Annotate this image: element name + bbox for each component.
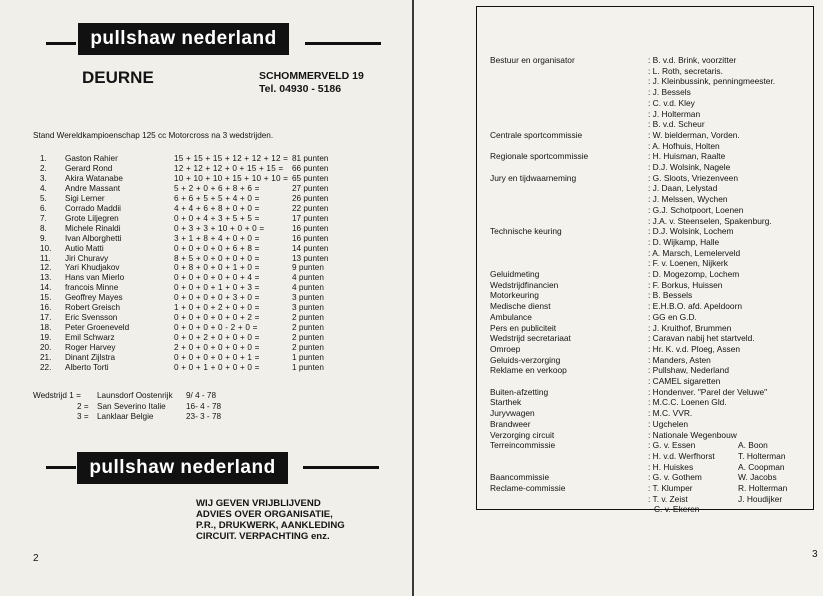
total-points: 4 punten [292,273,324,283]
role-person-extra: A. Coopman [738,461,785,472]
total-points: 16 punten [292,223,329,233]
race-label: 3 = [77,412,89,421]
role-label: Brandweer [490,418,531,429]
race-scores: 12 + 12 + 12 + 0 + 15 + 15 = [174,163,284,173]
rider-rank: 18. [40,323,52,333]
rider-rank: 21. [40,353,52,362]
total-points: 66 punten [292,163,329,173]
rider-name: Sigi Lerner [65,193,105,203]
role-person: : J. Holterman [648,108,701,119]
role-label: Terreincommissie [490,440,556,451]
banner-rule-right [305,42,381,45]
rider-name: Jiri Churavy [65,253,109,263]
role-person: : J. Bessels [648,87,691,98]
rider-name: Gaston Rahier [65,154,118,163]
rider-rank: 4. [40,183,47,193]
role-person: : M.C. VVR. [648,408,693,419]
role-person: : Manders, Asten [648,354,711,365]
rider-rank: 5. [40,193,47,203]
race-scores: 0 + 0 + 0 + 0 + 6 + 8 = [174,243,260,253]
role-person: : D. Wijkamp, Halle [648,236,720,247]
total-points: 17 punten [292,213,329,223]
total-points: 3 punten [292,303,324,313]
total-points: 81 punten [292,154,329,163]
banner-rule-right [303,466,379,469]
role-label: Centrale sportcommissie [490,129,583,140]
race-scores: 0 + 3 + 3 + 10 + 0 + 0 = [174,223,265,233]
role-label: Geluidmeting [490,269,540,279]
total-points: 27 punten [292,183,329,193]
role-person: : Hr. K. v.d. Ploeg, Assen [648,343,741,354]
rider-name: Dinant Zijlstra [65,353,116,362]
rider-rank: 16. [40,303,52,313]
rider-rank: 10. [40,243,52,253]
phone-line: Tel. 04930 - 5186 [259,83,342,95]
banner-rule-left [46,466,76,469]
pullshaw-banner-top [78,23,289,55]
race-place: San Severino Italie [97,401,166,411]
role-person-extra: A. Boon [738,440,768,451]
role-label: Starthek [490,397,522,408]
total-points: 26 punten [292,193,329,203]
role-label: Pers en publiciteit [490,322,557,333]
race-scores: 0 + 8 + 0 + 0 + 1 + 0 = [174,263,260,273]
rider-rank: 3. [40,173,47,183]
banner-text: pullshaw nederland [90,28,277,49]
race-scores: 3 + 1 + 8 + 4 + 0 + 0 = [174,233,260,243]
rider-rank: 8. [40,223,47,233]
rider-name: Akira Watanabe [65,173,123,183]
role-person: : B. v.d. Scheur [648,119,705,130]
role-label: Wedstrijdfinancien [490,279,559,290]
race-date: 16- 4 - 78 [186,401,222,411]
rider-name: Gerard Rond [65,163,113,173]
standings-title: Stand Wereldkampioenschap 125 cc Motorcross na 3 wedstrijden. [33,131,274,140]
race-label: 2 = [77,401,89,411]
rider-rank: 11. [40,253,51,263]
race-scores: 0 + 0 + 2 + 0 + 0 + 0 = [174,333,260,343]
role-label: Ambulance [490,311,532,322]
rider-name: Ivan Alborghetti [65,233,122,243]
role-label: Reklame en verkoop [490,365,567,376]
race-scores: 0 + 0 + 0 + 1 + 0 + 3 = [174,283,260,293]
total-points: 16 punten [292,233,329,243]
role-person: : D.J. Wolsink, Lochem [648,226,734,237]
race-scores: 1 + 0 + 0 + 2 + 0 + 0 = [174,303,260,313]
rider-rank: 22. [40,362,52,372]
rider-name: Grote Liljegren [65,213,119,223]
role-person: : F. v. Loenen, Nijkerk [648,258,728,269]
race-scores: 0 + 0 + 0 + 0 + 0 + 4 = [174,273,260,283]
total-points: 2 punten [292,333,324,343]
ad-line: WIJ GEVEN VRIJBLIJVEND [196,498,321,509]
rider-name: Robert Greisch [65,303,121,313]
page-number: 2 [33,553,39,564]
role-person: : G. Sloots, Vriezenveen [648,172,738,183]
role-person: : H. v.d. Werfhorst [648,450,715,461]
role-person: : Nationale Wegenbouw [648,429,737,440]
role-person: : L. Roth, secretaris. [648,65,723,76]
rider-rank: 14. [40,283,52,293]
role-person: : B. Bessels [648,290,693,301]
role-person: : J.A. v. Steenselen, Spakenburg. [648,215,772,226]
city-name: DEURNE [82,68,154,87]
rider-rank: 6. [40,203,47,213]
role-label: Reclame-commissie [490,483,566,493]
rider-name: Hans van Mierlo [65,273,125,283]
total-points: 3 punten [292,293,324,303]
role-person: : Hondenver. "Parel der Veluwe" [648,386,768,397]
role-person: : H. Huisman, Raalte [648,151,726,162]
role-person: : F. Borkus, Huissen [648,279,723,290]
rider-rank: 1. [40,154,47,163]
role-label: Motorkeuring [490,290,539,301]
race-scores: 0 + 0 + 0 + 0 + 0 + 1 = [174,353,260,362]
role-label: Geluids-verzorging [490,354,561,365]
role-label: Regionale sportcommissie [490,151,589,162]
role-person: : G. v. Gothem [648,472,702,483]
role-person: : J. Melssen, Wychen [648,194,728,205]
role-person: : D. Mogezomp, Lochem [648,269,740,279]
ad-line: ADVIES OVER ORGANISATIE, [196,509,333,520]
total-points: 4 punten [292,283,324,293]
role-person: : B. v.d. Brink, voorzitter [648,55,737,65]
race-scores: 0 + 0 + 0 + 0 - 2 + 0 = [174,323,258,333]
rider-rank: 7. [40,213,47,223]
page-number: 3 [812,549,818,560]
banner-text: pullshaw nederland [89,457,276,478]
race-date: 9/ 4 - 78 [186,391,217,400]
race-scores: 0 + 0 + 1 + 0 + 0 + 0 = [174,362,260,372]
role-label: Bestuur en organisator [490,55,575,65]
role-person: : J. Kruithof, Brummen [648,322,732,333]
ad-line: P.R., DRUKWERK, AANKLEDING [196,520,345,531]
race-date: 23- 3 - 78 [186,412,222,421]
role-person: : W. bielderman, Vorden. [648,129,740,140]
banner-rule-left [46,42,76,45]
role-label: Medische dienst [490,301,551,312]
role-person: : H. Huiskes [648,461,694,472]
total-points: 1 punten [292,362,324,372]
role-person: : M.C.C. Loenen Gld. [648,397,727,408]
role-person-extra: J. Houdijker [738,493,783,504]
total-points: 2 punten [292,323,324,333]
total-points: 22 punten [292,203,329,213]
role-person: C. v. Ekeren [654,504,700,515]
race-scores: 2 + 0 + 0 + 0 + 0 + 0 = [174,343,260,353]
total-points: 2 punten [292,313,324,323]
rider-name: Peter Groeneveld [65,323,130,333]
role-person: : E.H.B.O. afd. Apeldoorn [648,301,743,312]
race-scores: 8 + 5 + 0 + 0 + 0 + 0 = [174,253,260,263]
role-person: : G. v. Essen [648,440,696,451]
rider-rank: 9. [40,233,47,243]
total-points: 13 punten [292,253,329,263]
race-scores: 15 + 15 + 15 + 12 + 12 + 12 = [174,154,289,163]
role-person: : T. Klumper [648,483,693,493]
role-label: Juryvwagen [490,408,535,419]
rider-name: Geoffrey Mayes [65,293,123,303]
role-label: Baancommissie [490,472,550,483]
role-person: : GG en G.D. [648,311,697,322]
race-scores: 0 + 0 + 4 + 3 + 5 + 5 = [174,213,260,223]
role-person: : J. Kleinbussink, penningmeester. [648,76,776,87]
rider-name: Andre Massant [65,183,121,193]
rider-rank: 19. [40,333,52,343]
rider-rank: 15. [40,293,52,303]
rider-rank: 17. [40,313,52,323]
role-person: : T. v. Zeist [648,493,688,504]
role-person: : CAMEL sigaretten [648,376,721,386]
race-scores: 0 + 0 + 0 + 0 + 0 + 2 = [174,313,260,323]
role-person: : G.J. Schotpoort, Loenen [648,204,744,215]
rider-name: Eric Svensson [65,313,118,323]
role-label: Technische keuring [490,226,562,237]
race-place: Launsdorf Oostenrijk [97,391,173,400]
total-points: 14 punten [292,243,329,253]
role-label: Verzorging circuit [490,429,555,440]
address-line: SCHOMMERVELD 19 [259,70,364,82]
rider-name: Emil Schwarz [65,333,115,343]
role-label: Jury en tijdwaarneming [490,172,577,183]
race-place: Lanklaar Belgie [97,412,154,421]
race-label: Wedstrijd 1 = [33,391,81,400]
role-person: : Caravan nabij het startveld. [648,333,755,344]
rider-name: francois Minne [65,283,119,293]
total-points: 9 punten [292,263,324,273]
role-person: : Ugchelen [648,418,689,429]
ad-line: CIRCUIT. VERPACHTING enz. [196,531,330,542]
rider-rank: 20. [40,343,52,353]
role-label: Buiten-afzetting [490,386,549,397]
race-scores: 6 + 6 + 5 + 5 + 4 + 0 = [174,193,260,203]
total-points: 65 punten [292,173,329,183]
rider-name: Autio Matti [65,243,104,253]
role-person: : J. Daan, Lelystad [648,183,718,194]
rider-name: Michele Rinaldi [65,223,121,233]
race-scores: 10 + 10 + 10 + 15 + 10 + 10 = [174,173,289,183]
race-scores: 4 + 4 + 6 + 8 + 0 + 0 = [174,203,260,213]
rider-rank: 13. [40,273,52,283]
rider-name: Roger Harvey [65,343,116,353]
role-label: Wedstrijd secretariaat [490,333,571,344]
rider-name: Yari Khudjakov [65,263,120,273]
race-scores: 5 + 2 + 0 + 6 + 8 + 6 = [174,183,260,193]
rider-rank: 12. [40,263,52,273]
role-person-extra: R. Holterman [738,483,788,493]
role-person: : Pullshaw, Nederland [648,365,730,376]
race-scores: 0 + 0 + 0 + 0 + 3 + 0 = [174,293,260,303]
role-person: : A. Marsch, Lemelerveld [648,247,741,258]
rider-name: Corrado Maddii [65,203,121,213]
rider-name: Alberto Torti [65,362,109,372]
total-points: 1 punten [292,353,324,362]
role-person-extra: T. Holterman [738,450,786,461]
role-person: : C. v.d. Kley [648,97,695,108]
total-points: 2 punten [292,343,324,353]
rider-rank: 2. [40,163,47,173]
role-label: Omroep [490,343,521,354]
pullshaw-banner-bottom [77,452,288,484]
role-person: : D.J. Wolsink, Nagele [648,162,731,172]
role-person: : A. Hofhuis, Holten [648,140,720,151]
role-person-extra: W. Jacobs [738,472,777,483]
